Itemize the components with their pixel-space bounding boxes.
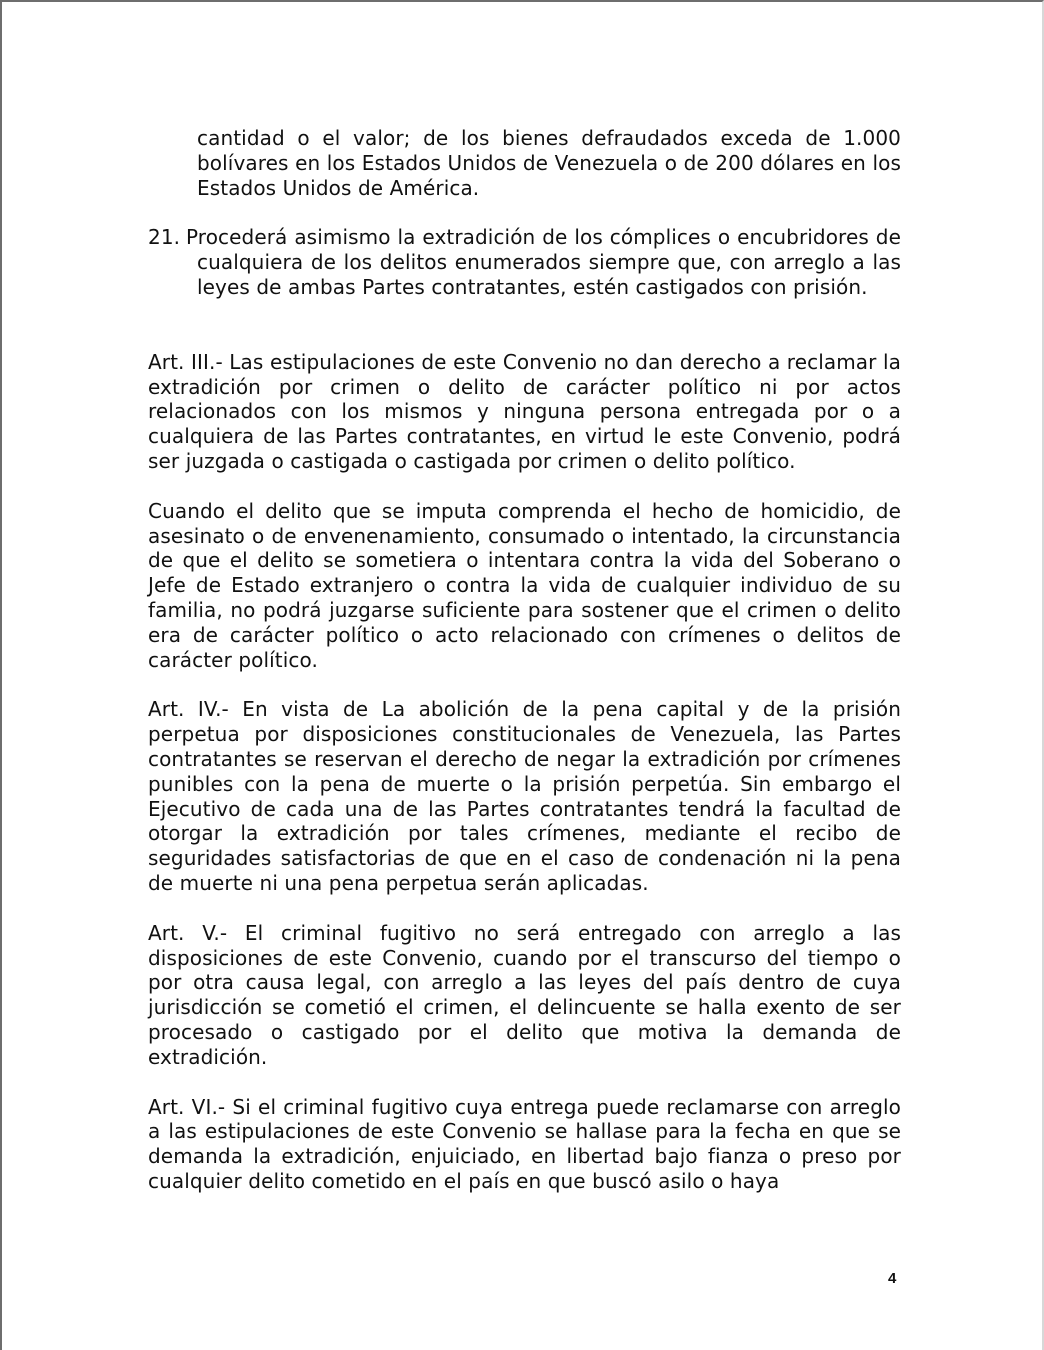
- list-item-number: 21.: [148, 225, 181, 250]
- continuation-paragraph: cantidad o el valor; de los bienes defraudados exceda de 1.000 bolívares en los Estados Unidos de Venezuela o de 200 dólares en los Estados Unidos de América.: [197, 126, 901, 200]
- article-vi-paragraph: Art. VI.- Si el criminal fugitivo cuya entrega puede reclamarse con arreglo a las estipulaciones de este Convenio se hallase para la fecha en que se demanda la extradición, enjuiciado, en libertad bajo fianza o preso por cualquier delito cometido en el país en que buscó asilo o haya: [148, 1094, 901, 1193]
- homicide-clause-paragraph: Cuando el delito que se imputa comprenda el hecho de homicidio, de asesinato o de envenenamiento, consumado o intentado, la circunstancia de que el delito se sometiera o intentara contra la vida del Soberano o Jefe de Estado extranjero o contra la vida de cualquier individuo de su familia, no podrá juzgarse suficiente para sostener que el crimen o delito era de carácter político o acto relacionado con crímenes o delitos de carácter político.: [148, 498, 901, 672]
- list-item-text: Procederá asimismo la extradición de los cómplices o encubridores de cualquiera de los delitos enumerados siempre que, con arreglo a las leyes de ambas Partes contratantes, estén castigados con prisión.: [186, 225, 901, 299]
- document-body: [148, 126, 901, 1219]
- article-iv-paragraph: Art. IV.- En vista de La abolición de la pena capital y de la prisión perpetua por disposiciones constitucionales de Venezuela, las Partes contratantes se reservan el derecho de negar la extradición por crímenes punibles con la pena de muerte o la prisión perpetúa. Sin embargo el Ejecutivo de cada una de las Partes contratantes tendrá la facultad de otorgar la extradición por tales crímenes, mediante el recibo de seguridades satisfactorias de que en el caso de condenación ni la pena de muerte ni una pena perpetua serán aplicadas.: [148, 697, 901, 895]
- list-item-21: [148, 225, 901, 299]
- article-iii-paragraph: Art. III.- Las estipulaciones de este Convenio no dan derecho a reclamar la extradición por crimen o delito de carácter político ni por actos relacionados con los mismos y ninguna persona entregada por o a cualquiera de las Partes contratantes, en virtud le este Convenio, podrá ser juzgada o castigada o castigada por crimen o delito político.: [148, 349, 901, 473]
- article-v-paragraph: Art. V.- El criminal fugitivo no será entregado con arreglo a las disposiciones de este Convenio, cuando por el transcurso del tiempo o por otra causa legal, con arreglo a las leyes del país dentro de cuya jurisdicción se cometió el crimen, el delincuente se halla exento de ser procesado o castigado por el delito que motiva la demanda de extradición.: [148, 920, 901, 1069]
- page-number: 4: [888, 1270, 897, 1287]
